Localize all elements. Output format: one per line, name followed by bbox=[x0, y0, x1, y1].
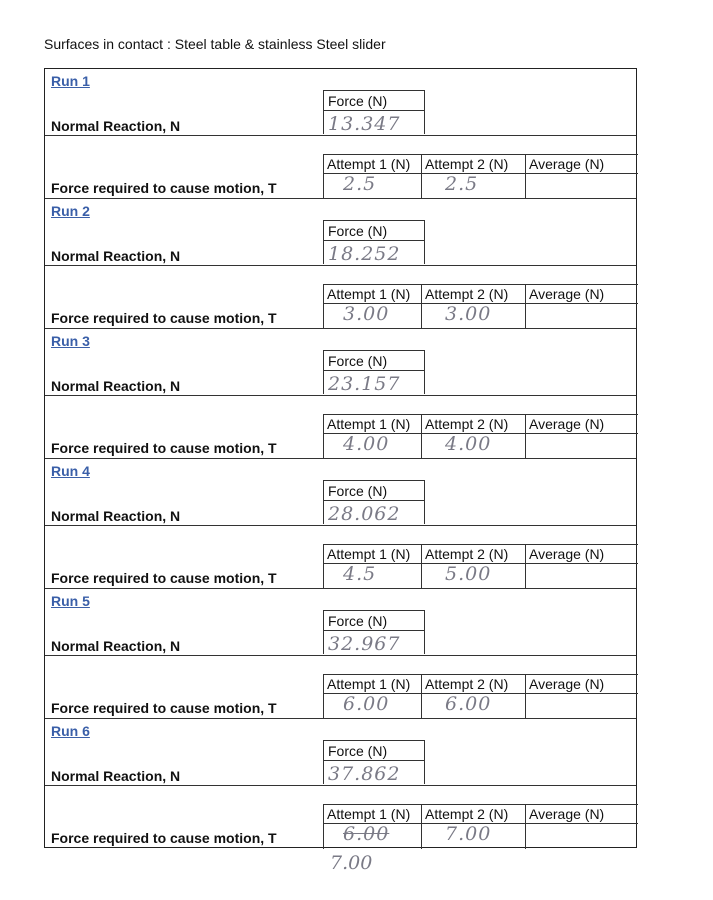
force-required-label: Force required to cause motion, T bbox=[51, 310, 277, 326]
normal-reaction-label: Normal Reaction, N bbox=[51, 768, 181, 784]
row-divider bbox=[45, 655, 636, 656]
normal-reaction-label: Normal Reaction, N bbox=[51, 508, 181, 524]
attempt2-header: Attempt 2 (N) bbox=[425, 156, 509, 172]
attempt2-value: 5.00 bbox=[445, 563, 492, 585]
page-title: Surfaces in contact : Steel table & stainless Steel slider bbox=[44, 36, 386, 52]
run-label: Run 4 bbox=[51, 463, 90, 479]
column-divider bbox=[323, 674, 324, 719]
column-divider bbox=[525, 674, 526, 719]
row-divider bbox=[45, 395, 636, 396]
attempt1-header: Attempt 1 (N) bbox=[327, 156, 411, 172]
average-header: Average (N) bbox=[529, 156, 605, 172]
column-divider bbox=[421, 674, 422, 719]
run-label: Run 6 bbox=[51, 723, 90, 739]
force-required-label: Force required to cause motion, T bbox=[51, 440, 277, 456]
attempt1-header: Attempt 1 (N) bbox=[327, 546, 411, 562]
attempt2-header: Attempt 2 (N) bbox=[425, 676, 509, 692]
normal-force-cell bbox=[323, 610, 425, 654]
normal-force-value: 37.862 bbox=[328, 763, 401, 785]
average-header: Average (N) bbox=[529, 806, 605, 822]
attempt1-value: 6.00 bbox=[343, 693, 390, 715]
column-divider bbox=[323, 154, 324, 199]
average-header: Average (N) bbox=[529, 676, 605, 692]
run-block bbox=[45, 589, 636, 719]
data-sheet bbox=[44, 68, 637, 848]
attempt1-header: Attempt 1 (N) bbox=[327, 286, 411, 302]
attempt2-value: 7.00 bbox=[445, 823, 492, 845]
column-divider bbox=[323, 414, 324, 459]
column-divider bbox=[421, 154, 422, 199]
column-divider bbox=[525, 414, 526, 459]
force-required-label: Force required to cause motion, T bbox=[51, 700, 277, 716]
run-label: Run 2 bbox=[51, 203, 90, 219]
run-label: Run 3 bbox=[51, 333, 90, 349]
normal-force-cell bbox=[323, 220, 425, 264]
force-header: Force (N) bbox=[324, 481, 424, 501]
attempt2-value: 4.00 bbox=[445, 433, 492, 455]
normal-force-value: 13.347 bbox=[328, 113, 401, 135]
attempt1-value: 3.00 bbox=[343, 303, 390, 325]
normal-force-value: 28.062 bbox=[328, 503, 401, 525]
attempt1-header: Attempt 1 (N) bbox=[327, 416, 411, 432]
attempt2-value: 6.00 bbox=[445, 693, 492, 715]
attempt1-value: 4.5 bbox=[343, 563, 377, 585]
column-divider bbox=[323, 284, 324, 329]
normal-reaction-label: Normal Reaction, N bbox=[51, 248, 181, 264]
run6-attempt1-correction: 7.00 bbox=[330, 852, 373, 874]
run-block bbox=[45, 459, 636, 589]
column-divider bbox=[525, 544, 526, 589]
row-divider bbox=[45, 785, 636, 786]
attempt2-header: Attempt 2 (N) bbox=[425, 286, 509, 302]
force-header: Force (N) bbox=[324, 91, 424, 111]
attempt2-value: 2.5 bbox=[445, 173, 479, 195]
normal-force-cell bbox=[323, 350, 425, 394]
run-block bbox=[45, 199, 636, 329]
attempt1-header: Attempt 1 (N) bbox=[327, 806, 411, 822]
normal-force-cell bbox=[323, 90, 425, 134]
column-divider bbox=[421, 544, 422, 589]
normal-force-cell bbox=[323, 480, 425, 524]
attempt1-value: 2.5 bbox=[343, 173, 377, 195]
run-label: Run 1 bbox=[51, 73, 90, 89]
average-header: Average (N) bbox=[529, 286, 605, 302]
column-divider bbox=[525, 284, 526, 329]
average-header: Average (N) bbox=[529, 546, 605, 562]
normal-reaction-label: Normal Reaction, N bbox=[51, 638, 181, 654]
force-required-label: Force required to cause motion, T bbox=[51, 830, 277, 846]
normal-force-value: 32.967 bbox=[328, 633, 401, 655]
attempt1-value: 6.00 bbox=[343, 823, 390, 845]
row-divider bbox=[45, 265, 636, 266]
row-divider bbox=[45, 525, 636, 526]
average-header: Average (N) bbox=[529, 416, 605, 432]
force-header: Force (N) bbox=[324, 741, 424, 761]
column-divider bbox=[323, 804, 324, 849]
attempt1-header: Attempt 1 (N) bbox=[327, 676, 411, 692]
run-block bbox=[45, 69, 636, 199]
row-divider bbox=[45, 135, 636, 136]
column-divider bbox=[421, 284, 422, 329]
run-block bbox=[45, 329, 636, 459]
run-block bbox=[45, 719, 636, 849]
column-divider bbox=[421, 414, 422, 459]
column-divider bbox=[525, 804, 526, 849]
force-required-label: Force required to cause motion, T bbox=[51, 180, 277, 196]
run-label: Run 5 bbox=[51, 593, 90, 609]
column-divider bbox=[421, 804, 422, 849]
force-header: Force (N) bbox=[324, 221, 424, 241]
force-header: Force (N) bbox=[324, 351, 424, 371]
attempt2-value: 3.00 bbox=[445, 303, 492, 325]
force-required-label: Force required to cause motion, T bbox=[51, 570, 277, 586]
normal-reaction-label: Normal Reaction, N bbox=[51, 118, 181, 134]
column-divider bbox=[525, 154, 526, 199]
normal-force-value: 23.157 bbox=[328, 373, 401, 395]
normal-reaction-label: Normal Reaction, N bbox=[51, 378, 181, 394]
attempt2-header: Attempt 2 (N) bbox=[425, 416, 509, 432]
force-header: Force (N) bbox=[324, 611, 424, 631]
column-divider bbox=[323, 544, 324, 589]
attempt2-header: Attempt 2 (N) bbox=[425, 806, 509, 822]
normal-force-value: 18.252 bbox=[328, 243, 401, 265]
attempt1-value: 4.00 bbox=[343, 433, 390, 455]
normal-force-cell bbox=[323, 740, 425, 784]
attempt2-header: Attempt 2 (N) bbox=[425, 546, 509, 562]
